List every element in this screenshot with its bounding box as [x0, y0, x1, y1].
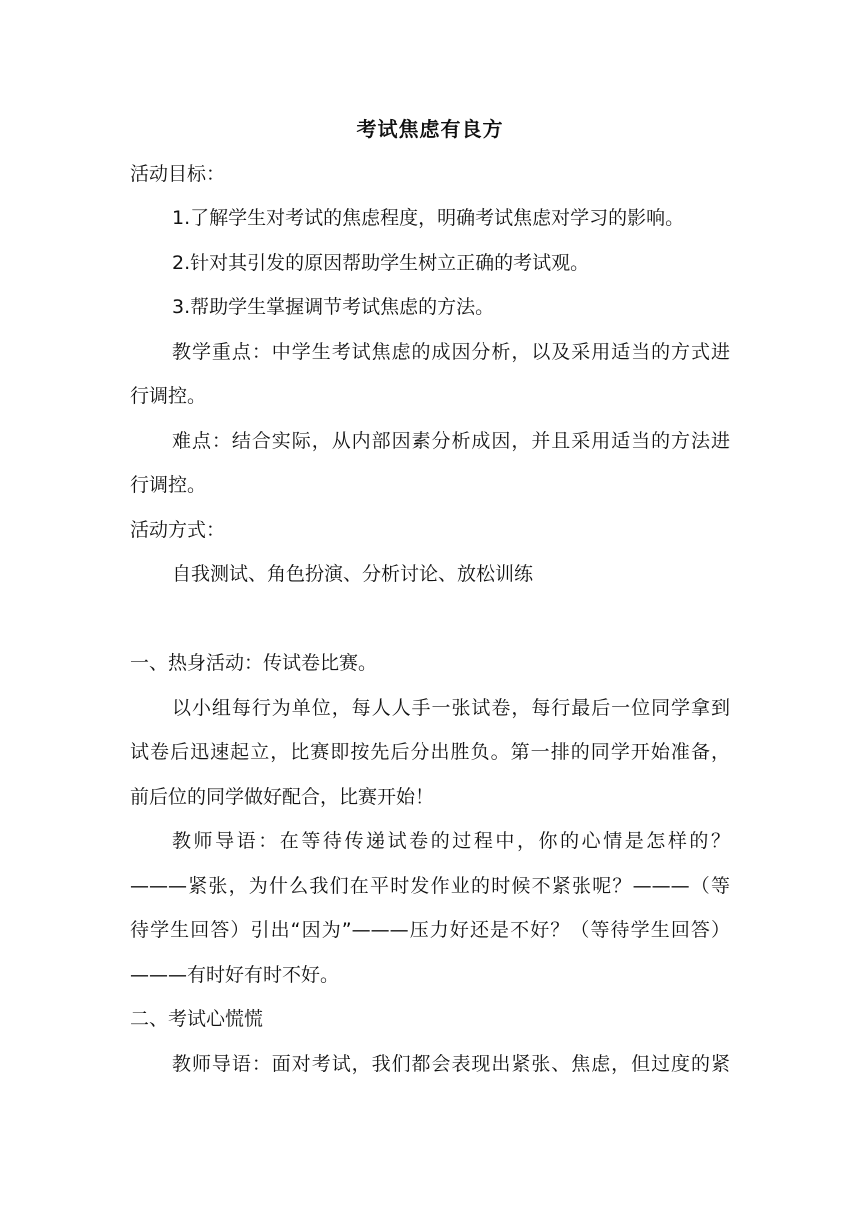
paragraph-line: 教学重点：中学生考试焦虑的成因分析，以及采用适当的方式进	[172, 341, 730, 363]
paragraph-line: 试卷后迅速起立，比赛即按先后分出胜负。第一排的同学开始准备，	[130, 741, 730, 763]
section-heading-activity-methods: 活动方式：	[130, 519, 226, 541]
paragraph-line: 以小组每行为单位，每人人手一张试卷，每行最后一位同学拿到	[172, 697, 730, 719]
paragraph-line: ———有时好有时不好。	[130, 964, 340, 986]
paragraph-line: 前后位的同学做好配合，比赛开始！	[130, 786, 435, 808]
paragraph-line: 待学生回答）引出“因为”———压力好还是不好？（等待学生回答）	[130, 919, 730, 941]
paragraph-line: 难点：结合实际，从内部因素分析成因，并且采用适当的方法进	[172, 430, 730, 452]
document-title: 考试焦虑有良方	[356, 117, 504, 141]
paragraph-line: 自我测试、角色扮演、分析讨论、放松训练	[172, 563, 534, 585]
section-heading-warmup: 一、热身活动：传试卷比赛。	[130, 652, 378, 674]
paragraph-line: 2.针对其引发的原因帮助学生树立正确的考试观。	[172, 252, 590, 274]
section-heading-activity-goals: 活动目标：	[130, 163, 226, 185]
paragraph-line: 行调控。	[130, 474, 207, 496]
paragraph-line: 3.帮助学生掌握调节考试焦虑的方法。	[172, 296, 495, 318]
paragraph-line: 教师导语：在等待传递试卷的过程中，你的心情是怎样的？	[172, 830, 730, 852]
section-heading-exam-anxiety: 二、考试心慌慌	[130, 1008, 264, 1030]
paragraph-line: ———紧张，为什么我们在平时发作业的时候不紧张呢？———（等	[130, 875, 730, 897]
paragraph-line: 行调控。	[130, 385, 207, 407]
paragraph-line: 1.了解学生对考试的焦虑程度，明确考试焦虑对学习的影响。	[172, 207, 685, 229]
paragraph-line: 教师导语：面对考试，我们都会表现出紧张、焦虑，但过度的紧	[172, 1053, 730, 1075]
